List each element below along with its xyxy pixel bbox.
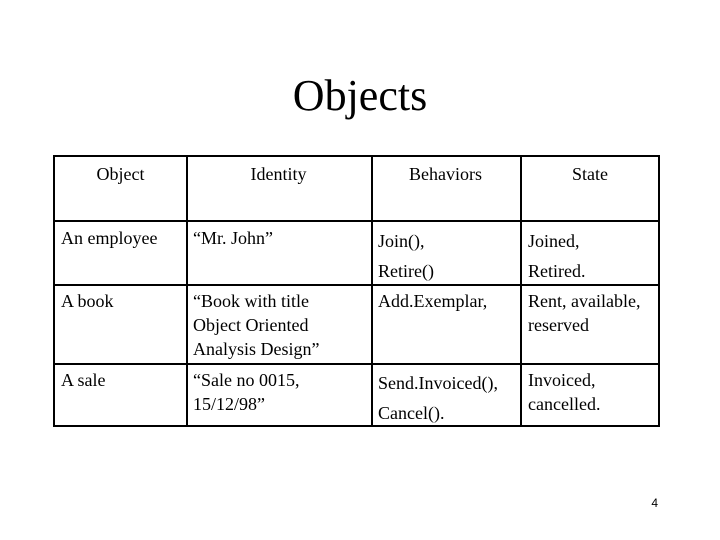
state-line: Joined, bbox=[528, 231, 580, 251]
state-line: reserved bbox=[528, 315, 589, 335]
header-identity: Identity bbox=[250, 164, 307, 184]
cell-state-sale bbox=[528, 368, 600, 416]
identity-line: Object Oriented bbox=[193, 315, 309, 335]
header-state: State bbox=[572, 164, 608, 184]
behavior-line: Join(), bbox=[378, 231, 425, 251]
state-line: cancelled. bbox=[528, 394, 601, 414]
cell-identity-sale bbox=[193, 368, 299, 416]
cell-identity-book bbox=[193, 289, 319, 361]
column-divider bbox=[186, 157, 188, 425]
behavior-line: Cancel(). bbox=[378, 403, 445, 423]
identity-line: Analysis Design” bbox=[193, 339, 320, 359]
header-behaviors: Behaviors bbox=[409, 164, 482, 184]
identity-line: 15/12/98” bbox=[193, 394, 265, 414]
state-line: Rent, available, bbox=[528, 291, 641, 311]
cell-object-employee: An employee bbox=[61, 228, 158, 248]
column-divider bbox=[371, 157, 373, 425]
row-divider bbox=[55, 220, 658, 222]
cell-object-sale: A sale bbox=[61, 370, 106, 390]
row-divider bbox=[55, 363, 658, 365]
state-line: Retired. bbox=[528, 261, 586, 281]
cell-behaviors-book: Add.Exemplar, bbox=[378, 291, 488, 311]
cell-object-book: A book bbox=[61, 291, 114, 311]
state-line: Invoiced, bbox=[528, 370, 596, 390]
column-divider bbox=[520, 157, 522, 425]
cell-state-book bbox=[528, 289, 640, 337]
identity-line: “Sale no 0015, bbox=[193, 370, 300, 390]
cell-state-employee bbox=[528, 226, 585, 286]
behavior-line: Send.Invoiced(), bbox=[378, 373, 498, 393]
identity-line: “Book with title bbox=[193, 291, 309, 311]
slide-title: Objects bbox=[292, 71, 428, 120]
cell-identity-employee: “Mr. John” bbox=[193, 228, 273, 248]
cell-behaviors-sale bbox=[378, 368, 498, 428]
cell-behaviors-employee bbox=[378, 226, 434, 286]
header-object: Object bbox=[96, 164, 145, 184]
behavior-line: Retire() bbox=[378, 261, 434, 281]
page-number: 4 bbox=[651, 496, 658, 510]
